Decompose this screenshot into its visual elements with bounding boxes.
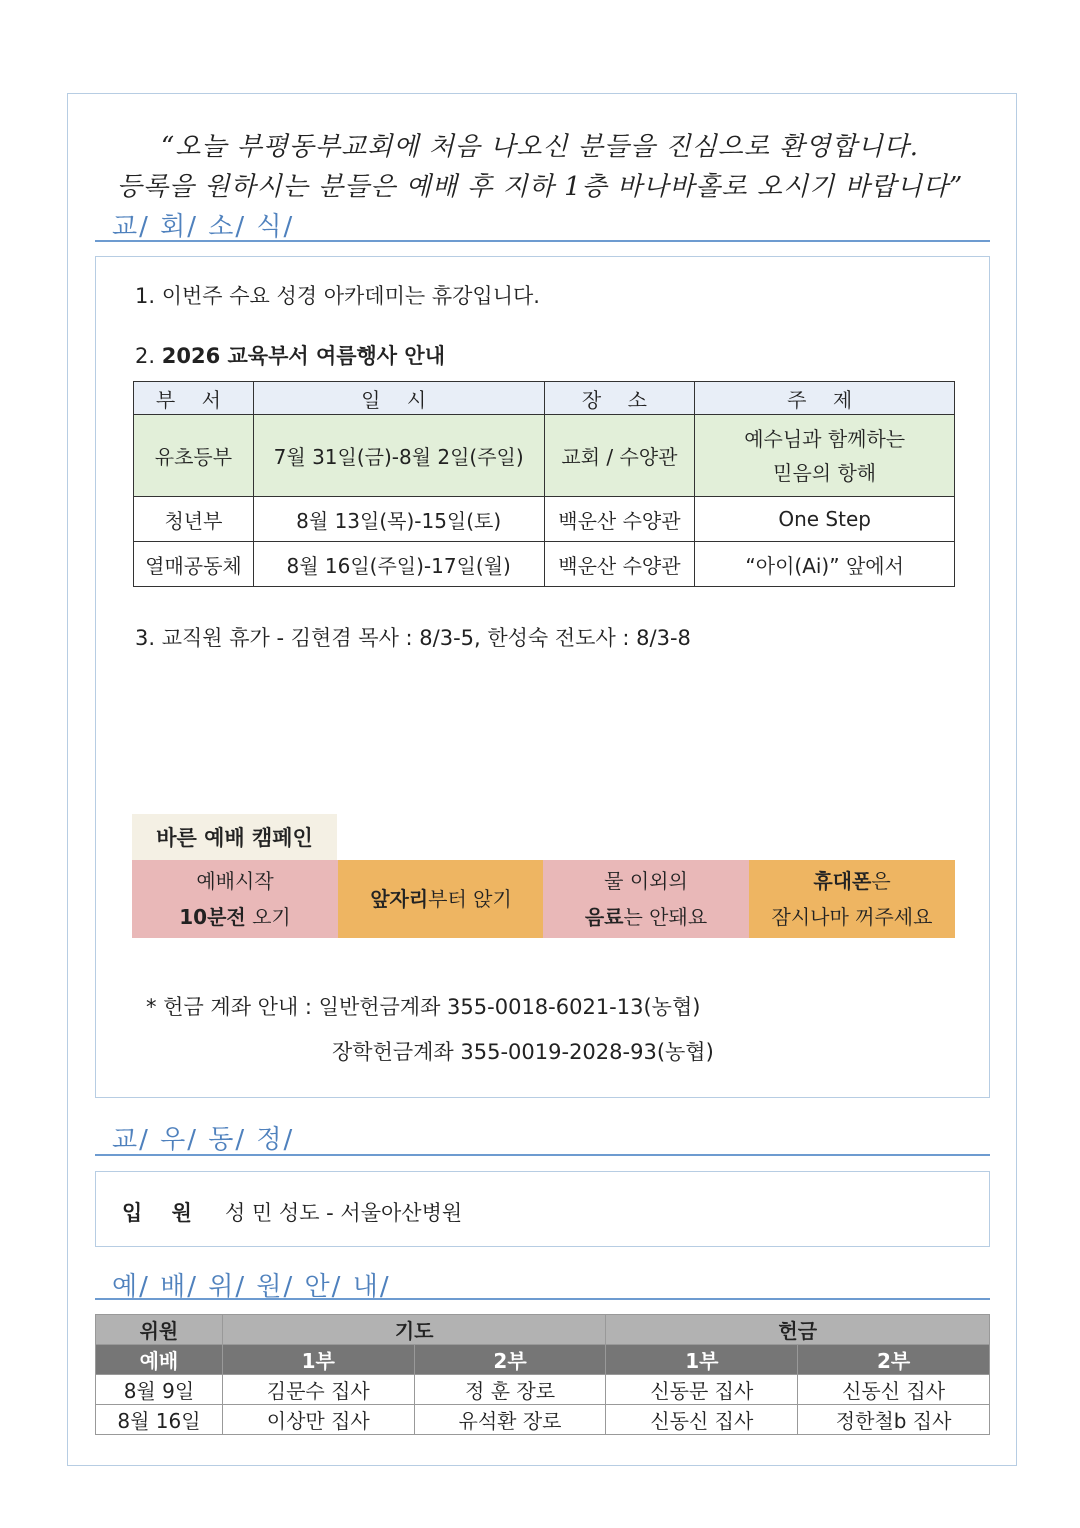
- news-item-3: 3. 교직원 휴가 - 김현겸 목사 : 8/3-5, 한성숙 전도사 : 8/3-8: [135, 626, 691, 650]
- table-cell: “아이(Ai)” 앞에서: [695, 542, 955, 587]
- table-row: [134, 497, 955, 542]
- table-cell: 유석환 장로: [414, 1405, 606, 1435]
- table-cell: 정한철b 집사: [798, 1405, 990, 1435]
- section-title-duty: 예/ 배/ 위/ 원/ 안/ 내/: [112, 1272, 391, 1302]
- news-item-2: [135, 340, 445, 370]
- campaign-card-1-line-2: [179, 899, 290, 935]
- campaign-text: 은: [871, 869, 891, 893]
- duty-header-offering: 헌금: [606, 1315, 990, 1345]
- news-item-2-number: 2.: [135, 344, 156, 368]
- campaign-card-3-line-1: 물 이외의: [604, 869, 688, 893]
- table-cell: [695, 415, 955, 497]
- campaign-text: 는 안돼요: [623, 905, 708, 929]
- offering-account-line-2: 장학헌금계좌 355-0019-2028-93(농협): [332, 1040, 714, 1064]
- section-title-news: 교/ 회/ 소/ 식/: [112, 212, 295, 242]
- members-label: 입 원: [122, 1201, 192, 1225]
- table-cell: 유초등부: [134, 415, 254, 497]
- duty-header-prayer: 기도: [222, 1315, 606, 1345]
- worship-duty-table: [95, 1314, 990, 1435]
- header-theme: 주 제: [695, 382, 955, 415]
- table-cell: 신동신 집사: [606, 1405, 798, 1435]
- table-cell: 교회 / 수양관: [544, 415, 695, 497]
- campaign-card-2: [338, 860, 544, 938]
- table-cell: 8월 13일(목)-15일(토): [253, 497, 544, 542]
- campaign-text: 오기: [245, 905, 291, 929]
- table-cell: 8월 16일: [96, 1405, 223, 1435]
- table-cell: 청년부: [134, 497, 254, 542]
- campaign-card-4: [749, 860, 955, 938]
- table-cell: 신동신 집사: [798, 1375, 990, 1405]
- table-cell: 정 훈 장로: [414, 1375, 606, 1405]
- news-item-2-title: 2026 교육부서 여름행사 안내: [161, 344, 445, 368]
- welcome-line-2: 등록을 원하시는 분들은 예배 후 지하 1층 바나바홀로 오시기 바랍니다”: [116, 172, 964, 202]
- table-cell: 열매공동체: [134, 542, 254, 587]
- campaign-card-2-line: [370, 881, 512, 917]
- table-row: [96, 1375, 990, 1405]
- welcome-line-1: “오늘 부평동부교회에 처음 나오신 분들을 진심으로 환영합니다.: [160, 132, 920, 162]
- campaign-card-4-line-1: [813, 863, 890, 899]
- campaign-emphasis: 음료: [584, 905, 624, 929]
- duty-header-2nd: 2부: [798, 1345, 990, 1375]
- table-cell: 8월 9일: [96, 1375, 223, 1405]
- theme-line-2: 믿음의 항해: [773, 460, 877, 485]
- news-item-1: 1. 이번주 수요 성경 아카데미는 휴강입니다.: [135, 284, 540, 308]
- header-place: 장 소: [544, 382, 695, 415]
- offering-account-line-1: * 헌금 계좌 안내 : 일반헌금계좌 355-0018-6021-13(농협): [146, 995, 701, 1019]
- table-row: [134, 415, 955, 497]
- campaign-card-1-line-1: 예배시작: [196, 869, 274, 893]
- table-cell: 8월 16일(주일)-17일(월): [253, 542, 544, 587]
- table-cell: 백운산 수양관: [544, 497, 695, 542]
- campaign-card-3: [543, 860, 749, 938]
- section-title-members: 교/ 우/ 동/ 정/: [112, 1125, 295, 1155]
- section-divider: [95, 1298, 990, 1300]
- table-cell: One Step: [695, 497, 955, 542]
- campaign-text: 부터 앉기: [428, 887, 512, 911]
- campaign-card-4-line-2: 잠시나마 꺼주세요: [771, 905, 933, 929]
- members-text: 성 민 성도 - 서울아산병원: [225, 1201, 463, 1225]
- campaign-title: 바른 예배 캠페인: [132, 814, 337, 860]
- header-datetime: 일 시: [253, 382, 544, 415]
- campaign-emphasis: 휴대폰: [813, 869, 872, 893]
- table-cell: 이상만 집사: [222, 1405, 414, 1435]
- campaign-emphasis: 앞자리: [370, 887, 429, 911]
- duty-header-row-1: [96, 1315, 990, 1345]
- header-department: 부 서: [134, 382, 254, 415]
- theme-line-1: 예수님과 함께하는: [744, 426, 906, 451]
- table-cell: 백운산 수양관: [544, 542, 695, 587]
- table-row: [134, 542, 955, 587]
- summer-event-table: [133, 381, 955, 587]
- section-divider: [95, 240, 990, 242]
- table-row: [96, 1405, 990, 1435]
- duty-header-row-2: [96, 1345, 990, 1375]
- campaign-card-1: [132, 860, 338, 938]
- table-cell: 7월 31일(금)-8월 2일(주일): [253, 415, 544, 497]
- duty-header-1st: 1부: [222, 1345, 414, 1375]
- campaign-card-3-line-2: [585, 899, 707, 935]
- duty-header-1st: 1부: [606, 1345, 798, 1375]
- duty-header-committee: 위원: [96, 1315, 223, 1345]
- campaign-emphasis: 10분전: [179, 905, 246, 929]
- duty-header-2nd: 2부: [414, 1345, 606, 1375]
- section-divider: [95, 1154, 990, 1156]
- table-cell: 신동문 집사: [606, 1375, 798, 1405]
- table-cell: 김문수 집사: [222, 1375, 414, 1405]
- table-header-row: [134, 382, 955, 415]
- duty-header-service: 예배: [96, 1345, 223, 1375]
